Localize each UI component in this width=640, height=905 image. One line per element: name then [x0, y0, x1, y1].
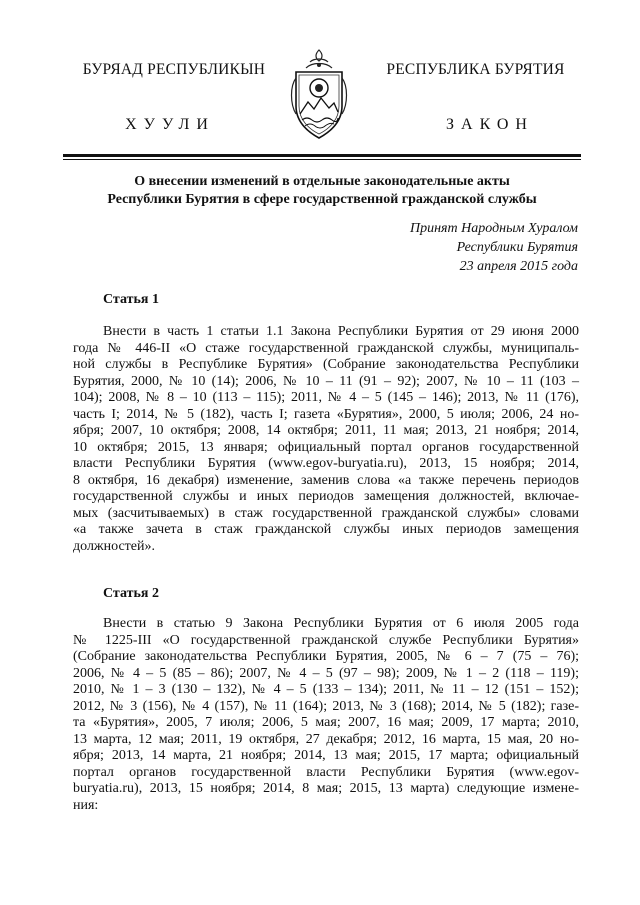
paragraph-line: года № 446-II «О стаже государственной гражданской службы, муниципаль-: [73, 340, 579, 356]
paragraph-line: Внести в статью 9 Закона Республики Бурятия от 6 июля 2005 года: [103, 616, 579, 631]
paragraph-line: buryatia.ru), 2013, 15 ноября; 2014, 8 мая; 2015, 13 марта) следующие измене-: [73, 781, 579, 796]
page-edge: [628, 0, 640, 905]
paragraph-line: ния:: [73, 797, 99, 813]
paragraph-line: 8 октября, 16 декабря) изменение, заменив слова «а также перечень периодов: [73, 472, 579, 488]
paragraph-line: № 1225-III «О государственной гражданской службе Республики Бурятия»: [73, 632, 579, 648]
adoption-note-line: Республики Бурятия: [456, 240, 578, 255]
paragraph-line: 104); 2008, № 8 – 10 (113 – 115); 2011, № 4 – 5 (145 – 146); 2013, № 11 (176),: [73, 390, 579, 405]
adoption-note: [318, 219, 578, 276]
paragraph-line: 2012, № 3 (156), № 4 (157), № 11 (164); 2013, № 3 (168); 2014, № 5 (182); газе-: [73, 698, 579, 714]
paragraph-line: ября; 2013, 14 марта, 21 ноября; 2014, 13 мая; 2015, 17 марта; официальный: [73, 748, 579, 763]
paragraph-line: 2006, № 4 – 5 (85 – 86); 2007, № 4 – 5 (97 – 98); 2009, № 1 – 2 (118 – 119);: [73, 665, 579, 681]
paragraph-line: ября; 2007, 10 октября; 2008, 14 октября; 2011, 11 мая; 2013, 21 ноября; 2014,: [73, 423, 579, 438]
paragraph-line: должностей».: [73, 538, 155, 554]
paragraph-line: портал органов государственной власти Республики Бурятия (www.egov-: [73, 764, 579, 780]
paragraph-line: 10 октября; 2015, 13 января; официальный портал органов государственной: [73, 439, 579, 455]
paragraph-line: Внести в часть 1 статьи 1.1 Закона Республики Бурятия от 29 июня 2000: [103, 324, 579, 339]
paragraph-line: Бурятия, 2000, № 10 (14); 2006, № 10 – 11 (91 – 92); 2007, № 10 – 11 (103 –: [73, 373, 579, 389]
article-2-heading: Статья 2: [103, 586, 159, 601]
article-1-text: [73, 324, 579, 555]
header-doc-type-russian: ЗАКОН: [446, 116, 534, 133]
article-1-heading: Статья 1: [103, 292, 159, 307]
article-2-text: [73, 616, 579, 814]
header-divider-thin: [63, 159, 581, 160]
header-doc-type-buryat: ХУУЛИ: [125, 116, 215, 133]
paragraph-line: (Собрание законодательства Республики Бурятия, 2005, № 6 – 7 (75 – 76);: [73, 649, 579, 664]
law-title-line: Республики Бурятия в сфере государственной гражданской службы: [107, 192, 537, 207]
law-title-line: О внесении изменений в отдельные законодательные акты: [134, 174, 510, 189]
paragraph-line: «а также зачета в стаж гражданской службы иных периодов замещения: [73, 522, 579, 537]
header-divider-thick: [63, 154, 581, 157]
coat-of-arms-emblem: [288, 48, 350, 144]
paragraph-line: часть I; 2014, № 5 (182), часть I; газета «Бурятия», 2000, 5 июля; 2006, 24 но-: [73, 406, 579, 422]
header-republic-buryat: БУРЯАД РЕСПУБЛИКЫН: [82, 61, 266, 78]
paragraph-line: та «Бурятия», 2005, 7 июля; 2006, 5 мая; 2007, 16 мая; 2009, 17 марта; 2010,: [73, 715, 579, 730]
paragraph-line: 2010, № 1 – 3 (130 – 132), № 4 – 5 (133 – 134); 2011, № 11 – 12 (151 – 152);: [73, 682, 579, 697]
adoption-note-line: 23 апреля 2015 года: [459, 259, 578, 274]
paragraph-line: власти Республики Бурятия (www.egov-buryatia.ru), 2013, 15 ноября; 2014,: [73, 456, 579, 471]
header-republic-russian: РЕСПУБЛИКА БУРЯТИЯ: [386, 61, 565, 78]
paragraph-line: ной службы в Республике Бурятия» (Собрание законодательства Республики: [73, 357, 579, 372]
adoption-note-line: Принят Народным Хуралом: [409, 221, 578, 236]
paragraph-line: государственной службы и иных периодов замещения должностей, включае-: [73, 489, 579, 504]
paragraph-line: 13 марта, 12 мая; 2011, 19 октября, 27 декабря; 2012, 16 марта, 15 мая, 20 но-: [73, 731, 579, 747]
law-title: [60, 173, 584, 209]
paragraph-line: мых (засчитываемых) в стаж государственной гражданской службы» словами: [73, 505, 579, 521]
